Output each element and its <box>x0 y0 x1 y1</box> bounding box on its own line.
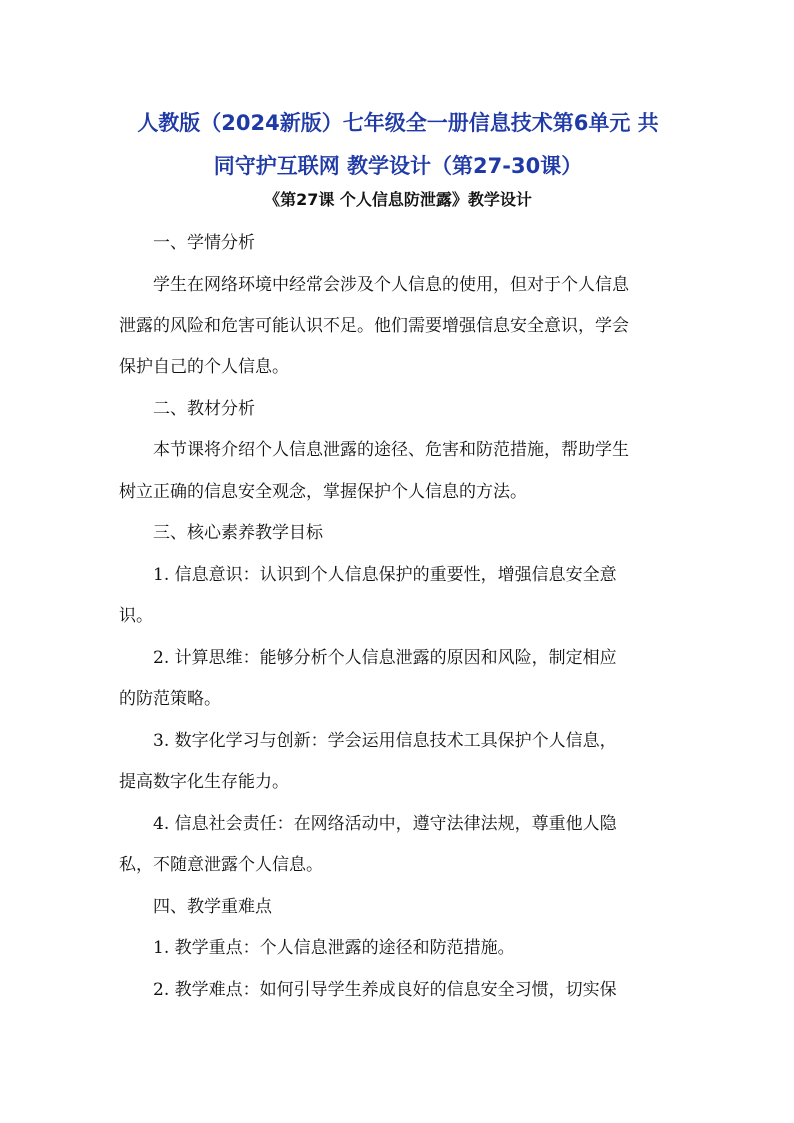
paragraph-line: 保护自己的个人信息。 <box>119 357 289 377</box>
title-line-2: 同守护互联网 教学设计（第27-30课） <box>213 154 583 178</box>
key-point-item-1: 1. 教学重点：个人信息泄露的途径和防范措施。 <box>153 938 515 958</box>
goal-item-2-cont: 的防范策略。 <box>119 689 221 709</box>
goal-item-1: 1. 信息意识：认识到个人信息保护的重要性，增强信息安全意 <box>153 565 617 585</box>
key-point-item-2: 2. 教学难点：如何引导学生养成良好的信息安全习惯，切实保 <box>153 980 617 1000</box>
section-heading-teaching-goals: 三、核心素养教学目标 <box>153 523 323 543</box>
goal-item-1-cont: 识。 <box>119 606 153 626</box>
section-heading-learner-analysis: 一、学情分析 <box>153 233 255 253</box>
goal-item-4-cont: 私，不随意泄露个人信息。 <box>119 855 323 875</box>
lesson-subtitle: 《第27课 个人信息防泄露》教学设计 <box>264 190 532 209</box>
goal-item-3-cont: 提高数字化生存能力。 <box>119 772 289 792</box>
paragraph-line: 泄露的风险和危害可能认识不足。他们需要增强信息安全意识，学会 <box>119 316 629 336</box>
title-line-1: 人教版（2024新版）七年级全一册信息技术第6单元 共 <box>137 111 659 135</box>
goal-item-3: 3. 数字化学习与创新：学会运用信息技术工具保护个人信息， <box>153 731 617 751</box>
paragraph-line: 学生在网络环境中经常会涉及个人信息的使用，但对于个人信息 <box>153 275 629 295</box>
goal-item-2: 2. 计算思维：能够分析个人信息泄露的原因和风险，制定相应 <box>153 648 617 668</box>
document-title <box>118 102 678 188</box>
section-heading-material-analysis: 二、教材分析 <box>153 399 255 419</box>
section-heading-key-points: 四、教学重难点 <box>153 897 272 917</box>
goal-item-4: 4. 信息社会责任：在网络活动中，遵守法律法规，尊重他人隐 <box>153 814 617 834</box>
paragraph-line: 树立正确的信息安全观念，掌握保护个人信息的方法。 <box>119 482 527 502</box>
paragraph-line: 本节课将介绍个人信息泄露的途径、危害和防范措施，帮助学生 <box>153 440 629 460</box>
